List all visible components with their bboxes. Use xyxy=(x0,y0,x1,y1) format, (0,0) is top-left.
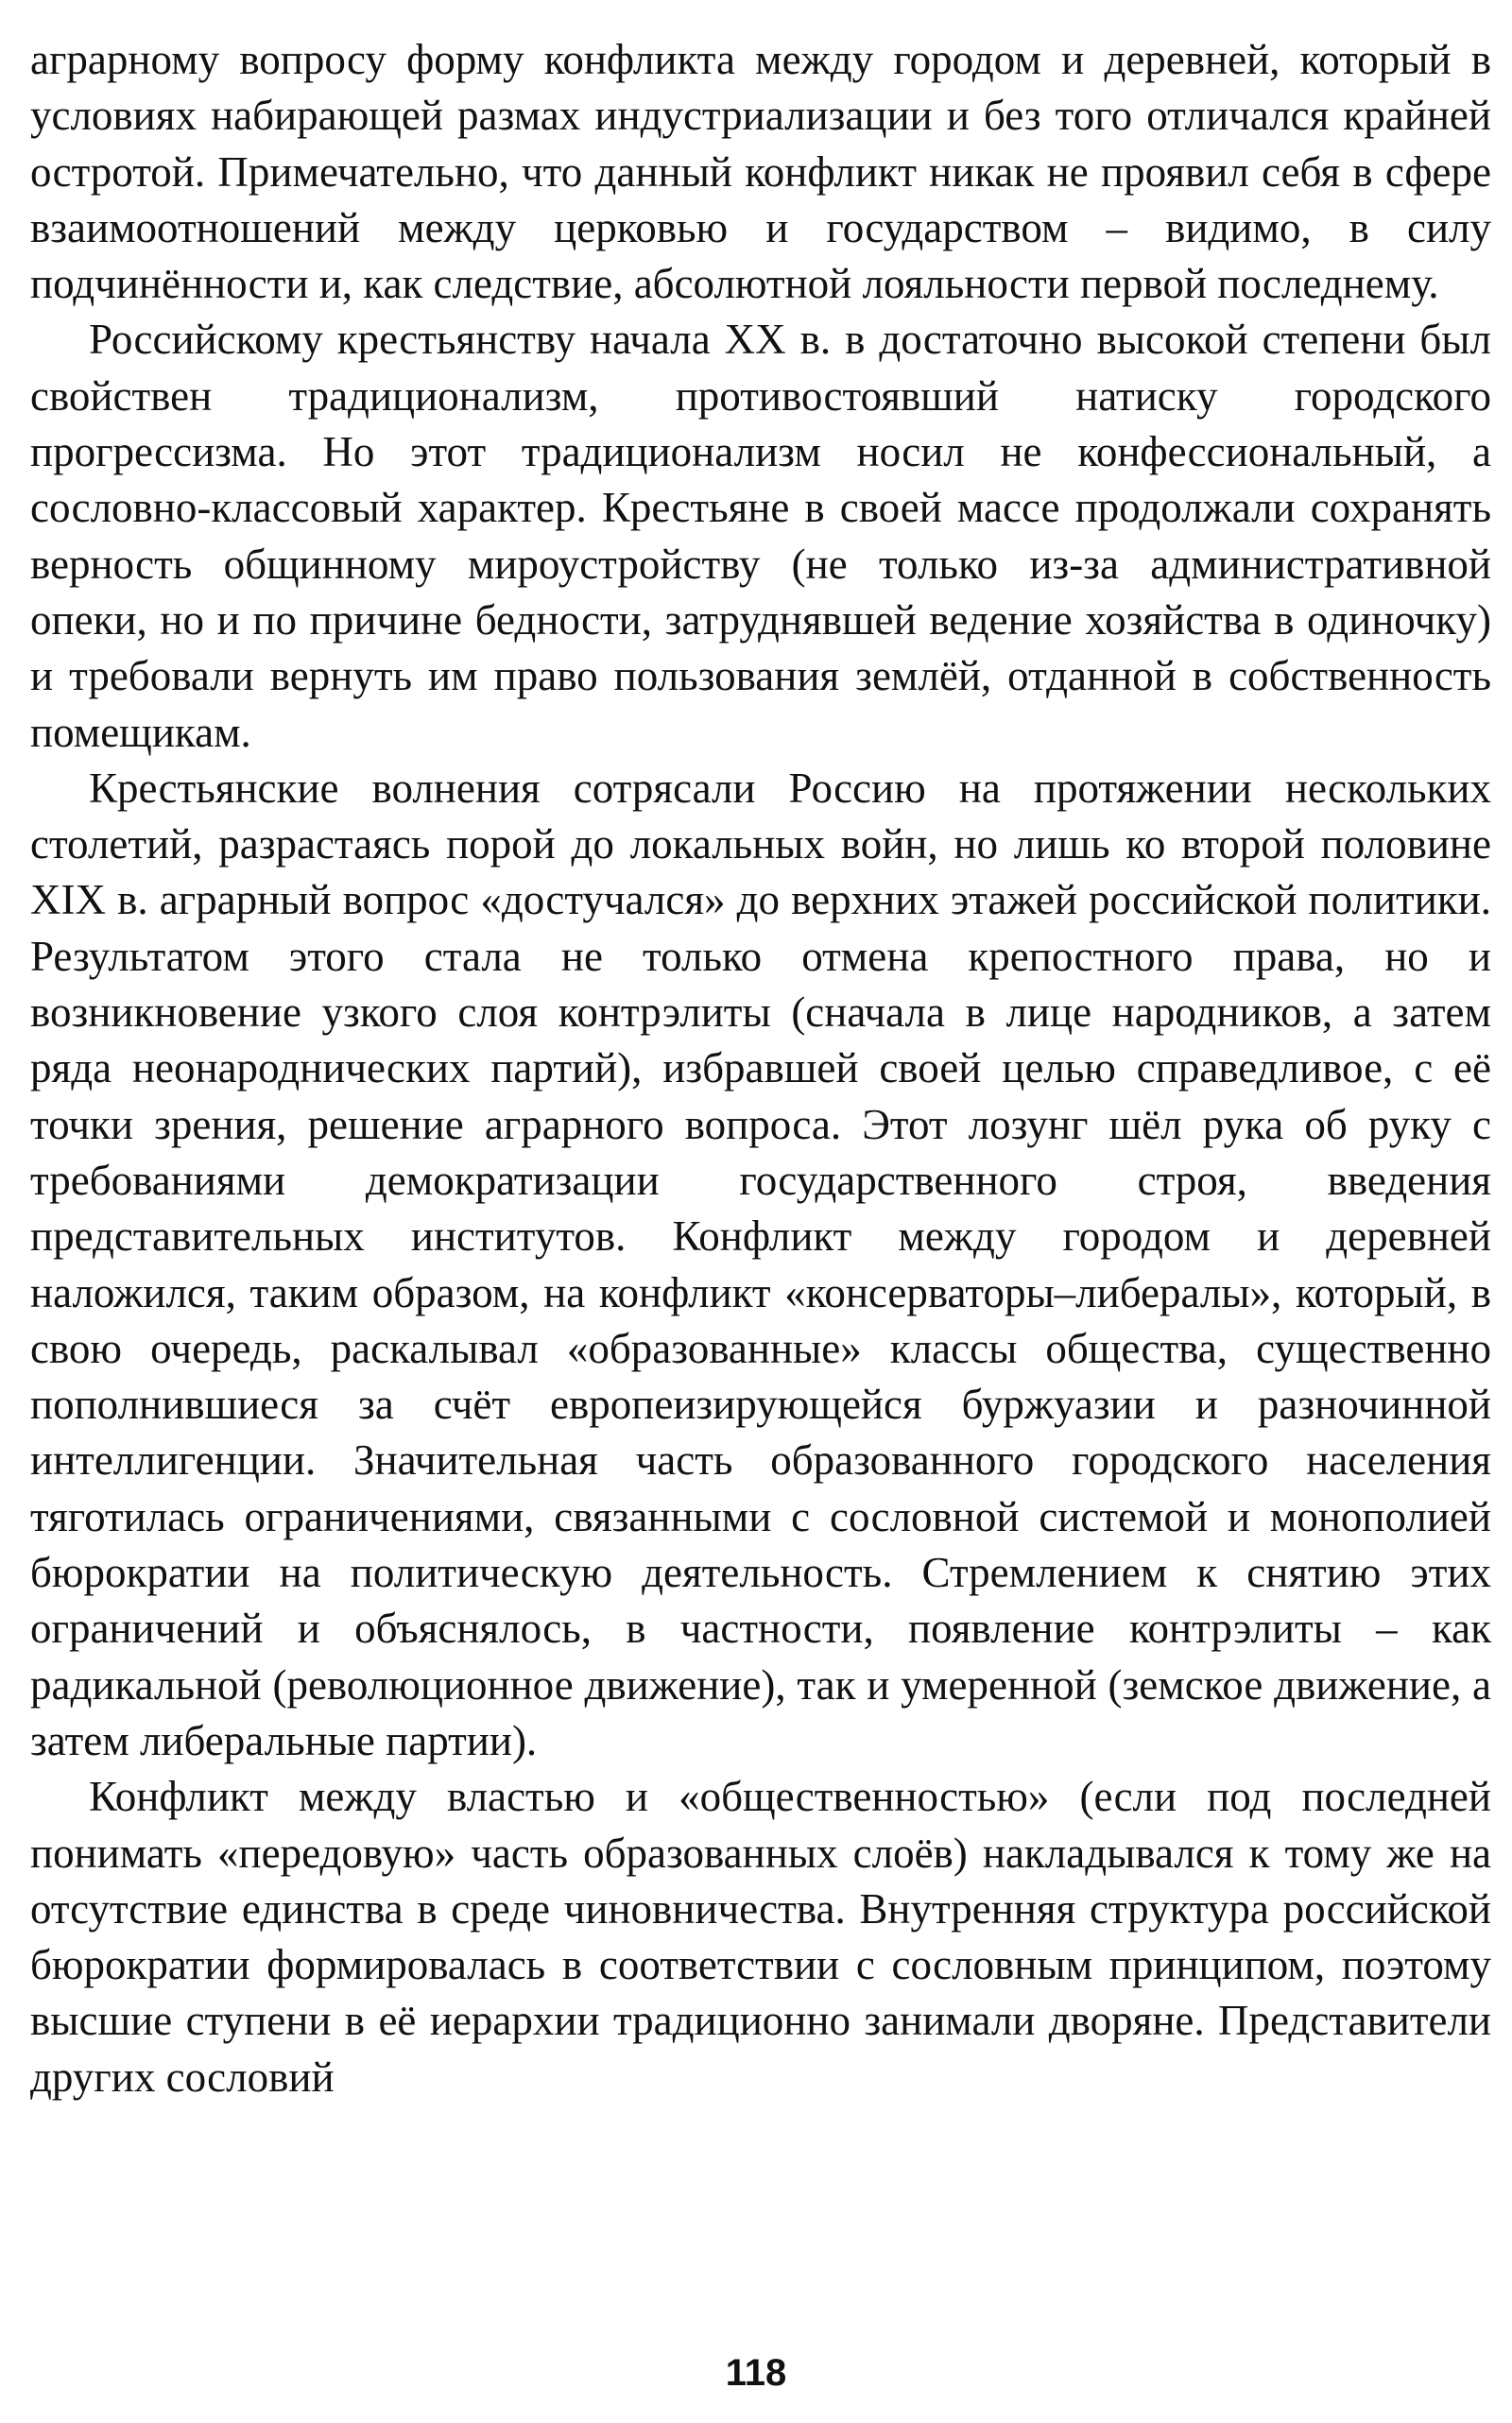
page-number: 118 xyxy=(725,2352,787,2394)
paragraph-bureaucracy-conflict: Конфликт между властью и «общественностью» (если под последней понимать «передовую» часть образованных слоёв) накладывался к тому же на отсутствие единства в среде чиновничества. Внутренняя структура российской бюрократии формировалась в соответствии с сословным принципом, поэтому высшие ступени в её иерархии традиционно занимали дворяне. Представители других сословий xyxy=(30,1773,1491,2101)
paragraph-peasant-unrest: Крестьянские волнения сотрясали Россию на протяжении нескольких столетий, разрастаясь порой до локальных войн, но лишь ко второй половине XIX в. аграрный вопрос «достучался» до верхних этажей российской политики. Результатом этого стала не только отмена крепостного права, но и возникновение узкого слоя контрэлиты (сначала в лице народников, а затем ряда неонароднических партий), избравшей своей целью справедливое, с её точки зрения, решение аграрного вопроса. Этот лозунг шёл рука об руку с требованиями демократизации государственного строя, введения представительных институтов. Конфликт между городом и деревней наложился, таким образом, на конфликт «консерваторы–либералы», который, в свою очередь, раскалывал «образованные» классы общества, существенно пополнившиеся за счёт европеизирующейся буржуазии и разночинной интеллигенции. Значительная часть образованного городского населения тяготилась ограничениями, связанными с сословной системой и монополией бюрократии на политическую деятельность. Стремлением к снятию этих ограничений и объяснялось, в частности, появление контрэлиты – как радикальной (революционное движение), так и умеренной (земское движение, а затем либеральные партии). xyxy=(30,764,1491,1764)
page-text-body xyxy=(30,32,1491,2105)
paragraph-peasantry-traditionalism: Российскому крестьянству начала XX в. в достаточно высокой степени был свойствен традиционализм, противостоявший натиску городского прогрессизма. Но этот традиционализм носил не конфессиональный, а сословно-классовый характер. Крестьяне в своей массе продолжали сохранять верность общинному мироустройству (не только из-за административной опеки, но и по причине бедности, затруднявшей ведение хозяйства в одиночку) и требовали вернуть им право пользования землёй, отданной в собственность помещикам. xyxy=(30,316,1491,756)
paragraph-continued: аграрному вопросу форму конфликта между городом и деревней, который в условиях набирающей размах индустриализации и без того отличался крайней остротой. Примечательно, что данный конфликт никак не проявил себя в сфере взаимоотношений между церковью и государством – видимо, в силу подчинённости и, как следствие, абсолютной лояльности первой последнему. xyxy=(30,36,1491,308)
